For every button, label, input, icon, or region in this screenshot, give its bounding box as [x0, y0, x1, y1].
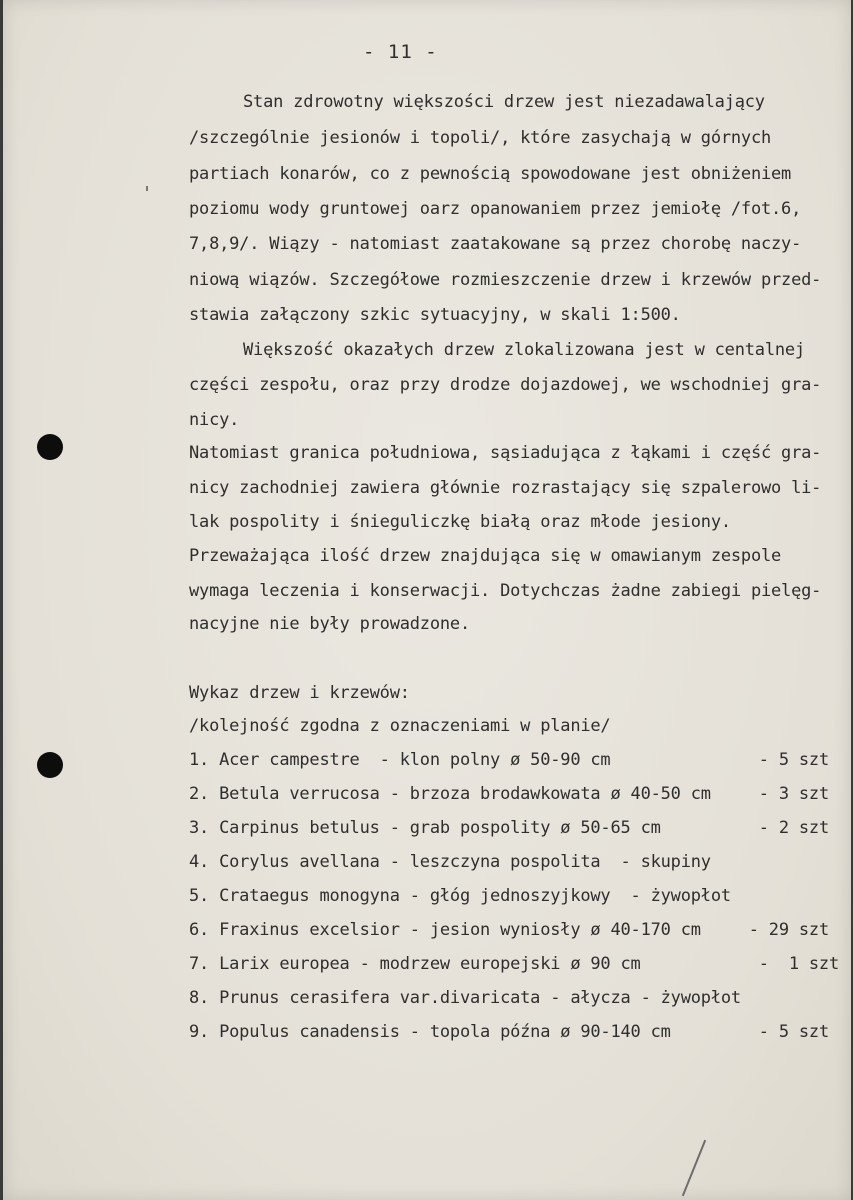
paragraph-line: nicy zachodniej zawiera głównie rozrastający się szpalerowo li-: [189, 478, 822, 498]
paragraph-line: nicy.: [189, 410, 240, 430]
list-item-count: - 3 szt: [758, 784, 829, 804]
paragraph-line: 7,8,9/. Wiązy - natomiast zaatakowane są przez chorobę naczy-: [189, 234, 802, 254]
list-item-count: - 5 szt: [758, 750, 829, 770]
paragraph-line: /szczególnie jesionów i topoli/, które zasychają w górnych: [189, 128, 772, 148]
list-item: 1. Acer campestre - klon polny ø 50-90 cm: [189, 750, 611, 770]
paragraph-line: Przeważająca ilość drzew znajdująca się w omawianym zespole: [189, 546, 782, 566]
list-subheading: /kolejność zgodna z oznaczeniami w planie/: [189, 716, 611, 736]
page-number: - 11 -: [363, 41, 438, 63]
paragraph-line: Stan zdrowotny większości drzew jest niezadawalający: [243, 92, 765, 112]
list-item: 2. Betula verrucosa - brzoza brodawkowata ø 40-50 cm: [189, 784, 711, 804]
paragraph-line: wymaga leczenia i konserwacji. Dotychczas żadne zabiegi pielęg-: [189, 581, 822, 601]
punch-hole-lower: [37, 752, 63, 778]
list-heading: Wykaz drzew i krzewów:: [189, 683, 410, 703]
pen-stroke: [682, 1140, 706, 1196]
list-item-count: - 1 szt: [758, 954, 839, 974]
paragraph-line: Natomiast granica południowa, sąsiadująca z łąkami i część gra-: [189, 443, 822, 463]
ink-mark: [146, 186, 148, 191]
paragraph-line: stawia załączony szkic sytuacyjny, w skali 1:500.: [189, 305, 681, 325]
document-page: [3, 0, 851, 1200]
paragraph-line: partiach konarów, co z pewnością spowodowane jest obniżeniem: [189, 164, 792, 184]
list-item: 8. Prunus cerasifera var.divaricata - ałycza - żywopłot: [189, 988, 741, 1008]
list-item: 6. Fraxinus excelsior - jesion wyniosły ø 40-170 cm: [189, 920, 701, 940]
list-item: 4. Corylus avellana - leszczyna pospolita - skupiny: [189, 852, 711, 872]
paragraph-line: lak pospolity i śnieguliczkę białą oraz młode jesiony.: [189, 512, 731, 532]
paragraph-line: poziomu wody gruntowej oarz opanowaniem przez jemiołę /fot.6,: [189, 199, 802, 219]
paragraph-line: Większość okazałych drzew zlokalizowana jest w centalnej: [243, 340, 805, 360]
paragraph-line: części zespołu, oraz przy drodze dojazdowej, we wschodniej gra-: [189, 375, 822, 395]
list-item: 5. Crataegus monogyna - głóg jednoszyjkowy - żywopłot: [189, 886, 731, 906]
list-item-count: - 5 szt: [758, 1022, 829, 1042]
list-item-count: - 29 szt: [748, 920, 829, 940]
paragraph-line: niową wiązów. Szczegółowe rozmieszczenie drzew i krzewów przed-: [189, 270, 822, 290]
list-item-count: - 2 szt: [758, 818, 829, 838]
punch-hole-upper: [37, 434, 63, 460]
paragraph-line: nacyjne nie były prowadzone.: [189, 614, 470, 634]
list-item: 3. Carpinus betulus - grab pospolity ø 50-65 cm: [189, 818, 661, 838]
list-item: 9. Populus canadensis - topola późna ø 90-140 cm: [189, 1022, 671, 1042]
list-item: 7. Larix europea - modrzew europejski ø 90 cm: [189, 954, 641, 974]
